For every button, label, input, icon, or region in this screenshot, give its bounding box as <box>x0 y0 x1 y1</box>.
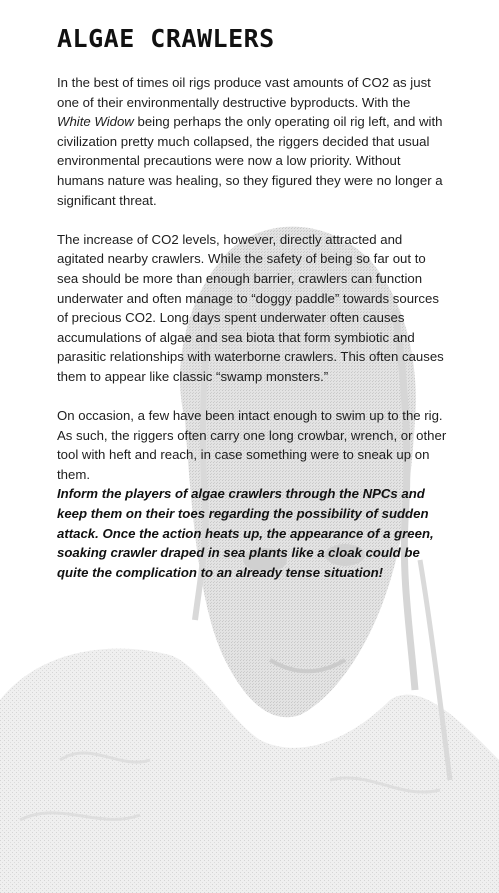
paragraph-co2: The increase of CO2 levels, however, directly attracted and agitated nearby crawlers. While the safety of being so far out to sea should be more than enough barrier, crawlers can function underwater and often manage to “doggy paddle” towards sources of precious CO2. Long days spent underwater often causes accumulations of algae and sea biota that form symbiotic and parasitic relationships with waterborne crawlers. This often causes them to appear like classic “swamp monsters.” <box>57 231 444 384</box>
section-title: ALGAE CRAWLERS <box>57 24 275 53</box>
rig-name: White Widow <box>57 114 134 130</box>
paragraph-intro-start: In the best of times oil rigs produce vast amounts of CO2 as just one of their environmentally destructive byproducts. With the <box>57 75 431 110</box>
paragraph-intro-end: being perhaps the only operating oil rig left, and with civilization pretty much collapsed, the riggers decided that usual environmental precautions were now a low priority. Without humans nature was healing, so they figured they were no longer a significant threat. <box>57 114 443 208</box>
paragraph-riggers: On occasion, a few have been intact enough to swim up to the rig. As such, the riggers often carry one long crowbar, wrench, or other tool with heft and reach, in case something were to sneak up on them. <box>57 408 447 482</box>
paragraph-intro <box>57 73 447 210</box>
article <box>57 22 447 582</box>
gm-callout: Inform the players of algae crawlers through the NPCs and keep them on their toes regarding the possibility of sudden attack. Once the action heats up, the appearance of a green, soaking crawler draped in sea plants like a cloak could be quite the complication to an already tense situation! <box>57 486 434 580</box>
